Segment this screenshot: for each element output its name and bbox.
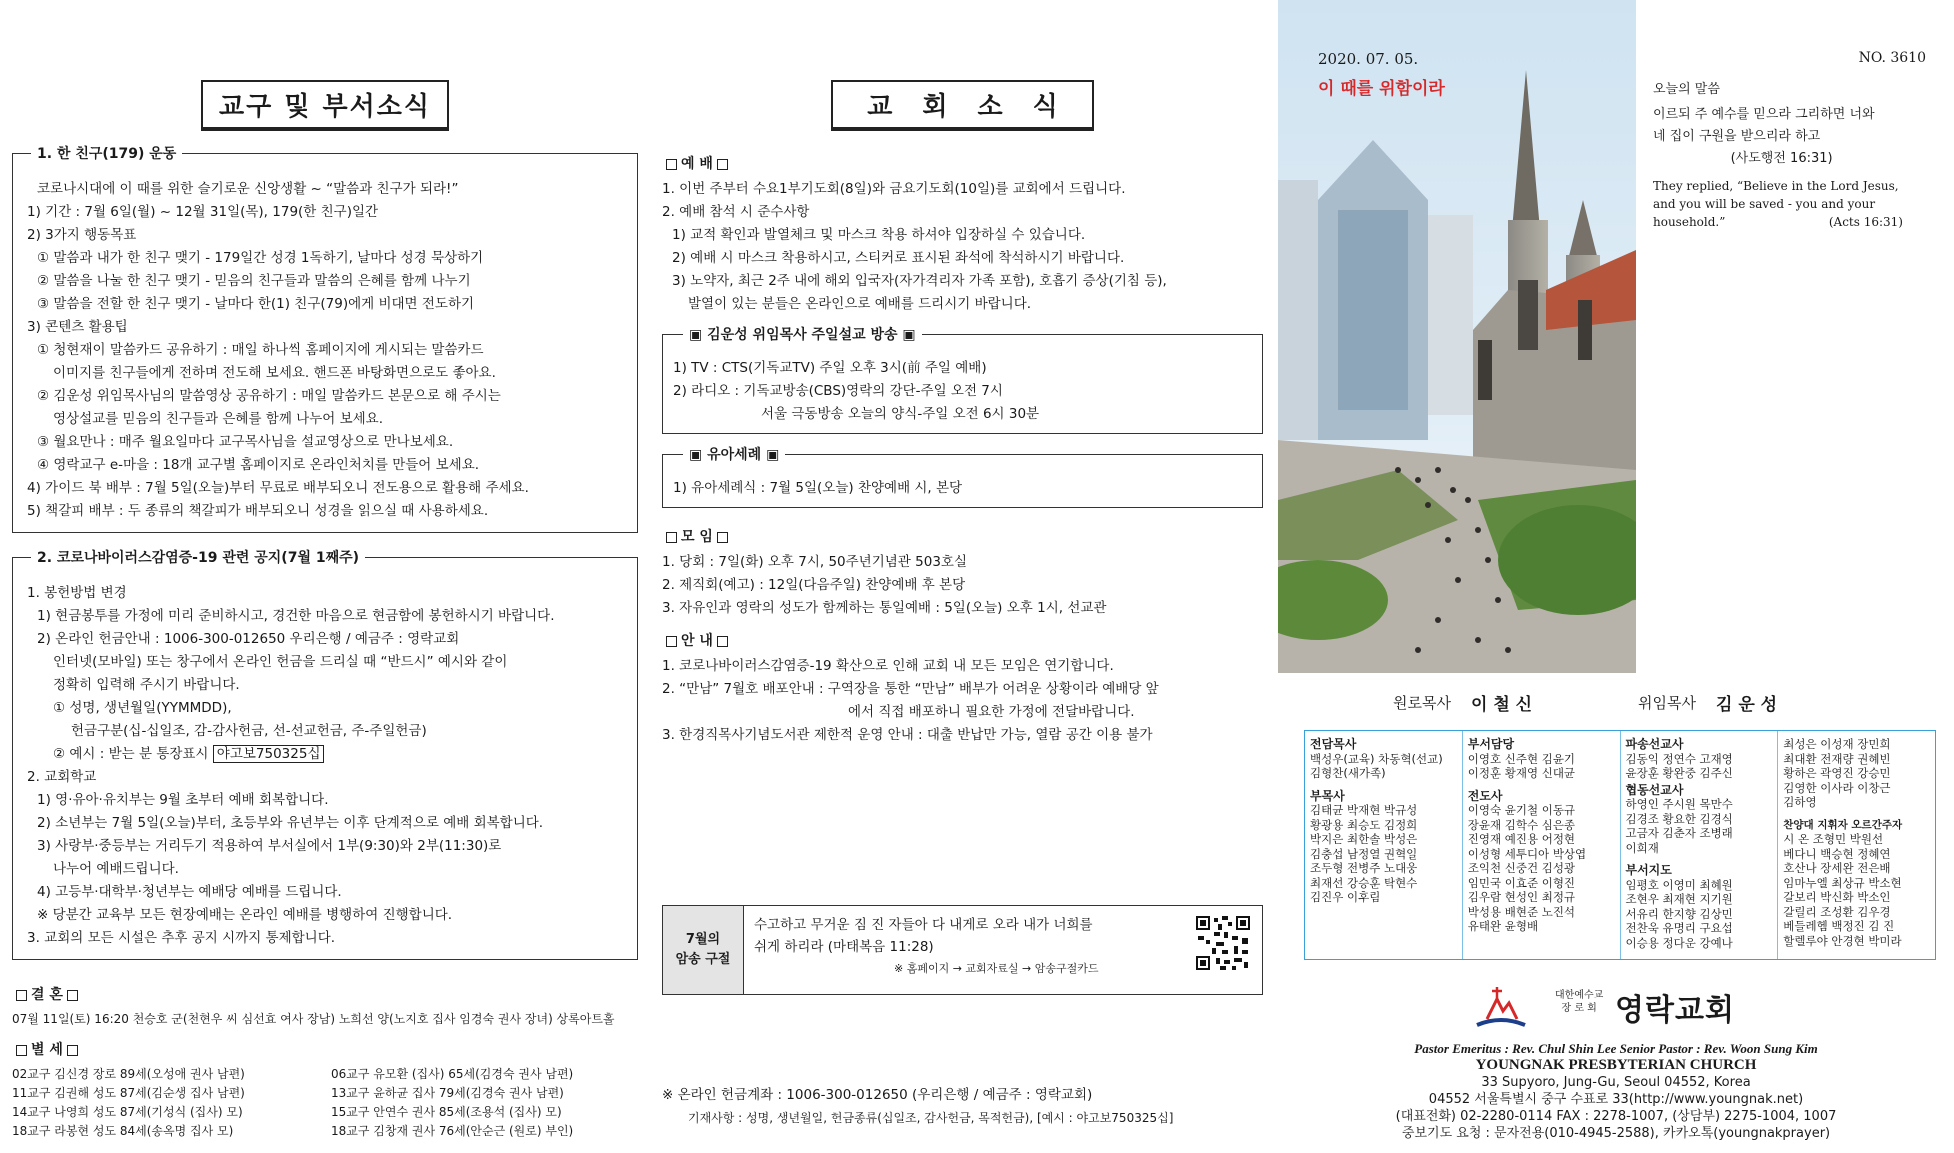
square-icon — [16, 1045, 27, 1056]
verse-label: 오늘의 말씀 — [1653, 82, 1720, 97]
death-entry: 15교구 안연수 권사 85세(조용석 (집사) 모) — [331, 1105, 562, 1119]
box-title: ▣ 유아세례 ▣ — [683, 444, 785, 464]
church-photo — [1278, 0, 1636, 673]
text-line: 2. 예배 참석 시 준수사항 — [662, 204, 810, 220]
text-line: 1) TV : CTS(기독교TV) 주일 오후 3시(前 주일 예배) — [673, 360, 987, 376]
death-entry: 02교구 김신경 장로 89세(오성애 권사 남편) — [12, 1067, 245, 1081]
text-line: ④ 영락교구 e-마을 : 18개 교구별 홈페이지로 온라인처치를 만들어 보세요. — [37, 457, 480, 473]
text-line: 서울 극동방송 오늘의 양식-주일 오전 6시 30분 — [761, 406, 1040, 422]
text-line: ② 김운성 위임목사님의 말씀영상 공유하기 : 매일 말씀카드 본문으로 해 주시는 — [37, 388, 501, 404]
worship-heading: 예 배 — [662, 153, 1263, 173]
deaths-heading: 별 세 — [12, 1039, 638, 1059]
text-line: 3. 자유인과 영락의 성도가 함께하는 통일예배 : 5일(오늘) 오후 1시, 선교관 — [662, 600, 1107, 616]
church-logo — [1473, 985, 1773, 1033]
page-title-church-news: 교회소식 — [662, 80, 1263, 131]
text-line: 2. “만남” 7월호 배포안내 : 구역장을 통한 “만남” 배부가 어려운 상황이라 예배당 앞 — [662, 681, 1159, 697]
denomination-label: 대한예수교 장 로 회 — [1555, 990, 1604, 1014]
offering-account-line: ※ 온라인 헌금계좌 : 1006-300-012650 (우리은행 / 예금주 : 영락교회) — [662, 1087, 1093, 1103]
square-icon — [717, 636, 728, 647]
covid-notice-box — [12, 550, 638, 960]
memory-verse-text: 수고하고 무거운 짐 진 자들아 다 내게로 오라 내가 너희를 쉬게 하리라 (마태복음 11:28) ※ 홈페이지 → 교회자료실 → 암송구절카드 — [744, 906, 1262, 994]
church-logo-icon — [1473, 985, 1529, 1031]
death-entry: 18교구 라봉현 성도 84세(송옥명 집사 모) — [12, 1124, 234, 1138]
death-entry: 06교구 유모환 (집사) 65세(김경숙 권사 남편) — [331, 1067, 574, 1081]
offering-detail-line: 기재사항 : 성명, 생년월일, 헌금종류(십일조, 감사헌금, 목적헌금), [예시 : 야고보750325십] — [688, 1111, 1174, 1125]
text-line: 3. 교회의 모든 시설은 추후 공지 시까지 통제합니다. — [27, 930, 336, 946]
text-line: ② 말씀을 나눌 한 친구 맺기 - 믿음의 친구들과 말씀의 은혜를 함께 나누기 — [37, 273, 471, 289]
text-line: 3) 사랑부·중등부는 거리두기 적용하여 부서실에서 1부(9:30)와 2부(11:30)로 — [37, 838, 502, 854]
offering-notice — [662, 1085, 1263, 1126]
cover-footer — [1278, 1040, 1954, 1142]
text-line: 1. 이번 주부터 수요1부기도회(8일)와 금요기도회(10일)를 교회에서 드립니다. — [662, 181, 1126, 197]
text-line: ③ 말씀을 전할 한 친구 맺기 - 날마다 한(1) 친구(79)에게 비대면 전도하기 — [37, 296, 475, 312]
text-line: 1. 봉헌방법 변경 — [27, 585, 127, 601]
address-english: 33 Supyoro, Jung-Gu, Seoul 04552, Korea — [1481, 1075, 1751, 1090]
notice-heading: 안 내 — [662, 630, 1263, 650]
bulletin-number: NO. 3610 — [1858, 50, 1926, 66]
emeritus-pastor-name: 이 철 신 — [1471, 695, 1533, 715]
bulletin-date: 2020. 07. 05. — [1318, 50, 1419, 68]
pastors-english: Pastor Emeritus : Rev. Chul Shin Lee Senior Pastor : Rev. Woon Sung Kim — [1414, 1041, 1818, 1056]
cover-panel — [1278, 0, 1954, 1153]
memory-verse-path: ※ 홈페이지 → 교회자료실 → 암송구절카드 — [894, 962, 1099, 975]
text-line: 정확히 입력해 주시기 바랍니다. — [53, 677, 240, 693]
text-line: 1. 코로나바이러스감염증-19 확산으로 인해 교회 내 모든 모임은 연기합니다. — [662, 658, 1114, 674]
example-label: ② 예시 : 받는 분 통장표시 — [53, 746, 213, 762]
square-icon — [67, 990, 78, 1001]
text-line: 에서 직접 배포하니 필요한 가정에 전달바랍니다. — [848, 704, 1135, 720]
wedding-line: 07월 11일(토) 16:20 천승호 군(천현우 씨 심선효 여사 장남) 노희선 양(노지호 집사 임경숙 권사 장녀) 상록아트홀 — [12, 1012, 615, 1026]
deaths-list — [12, 1065, 638, 1141]
memory-verse-label: 7월의 암송 구절 — [663, 906, 744, 994]
staff-directory — [1304, 730, 1936, 960]
text-line: 4) 고등부·대학부·청년부는 예배당 예배를 드립니다. — [37, 884, 342, 900]
text-line: 2) 소년부는 7월 5일(오늘)부터, 초등부와 유년부는 이후 단계적으로 예배 회복합니다. — [37, 815, 544, 831]
text-line: ※ 당분간 교육부 모든 현장예배는 온라인 예배를 병행하여 진행합니다. — [37, 907, 453, 923]
memory-verse-box — [662, 905, 1263, 995]
text-line: 3) 콘텐츠 활용팁 — [27, 319, 128, 335]
example-value: 야고보750325십 — [213, 745, 325, 763]
text-line: 2) 온라인 헌금안내 : 1006-300-012650 우리은행 / 예금주 : 영락교회 — [37, 631, 460, 647]
church-name: 영락교회 — [1615, 993, 1735, 1028]
verse-english: They replied, “Believe in the Lord Jesus, and you will be saved - you and your household.” (Acts 16:31) — [1653, 179, 1903, 229]
staff-column: 파송선교사 김동익 정연수 고재영 윤장훈 황완중 김주신 협동선교사 하영인 주시원 목만수 김경조 황요한 김경식 고금자 김춘자 조병래 이희재 부서지도 임평호 이영미 최혜원 조현우 최재현 지기원 서유리 한지향 김상민 전찬욱 유명리 구요섭 이승용 정다운 강예나 — [1621, 731, 1779, 959]
box-title: ▣ 김운성 위임목사 주일설교 방송 ▣ — [683, 324, 922, 344]
staff-column: 전담목사 백성우(교육) 차동혁(선교) 김형찬(새가족) 부목사 김태균 박재현 박규성 황광용 최승도 김정희 박지은 최한솔 박성은 김충섭 남정열 권혁일 조두형 전병주 노대웅 최재선 강승훈 탁현수 김진우 이후림 — [1305, 731, 1463, 959]
verse-korean: 이르되 주 예수를 믿으라 그리하면 너와 네 집이 구원을 받으리라 하고 (사도행전 16:31) — [1653, 107, 1875, 166]
cover-header — [1318, 0, 1948, 673]
text-line: 1) 현금봉투를 가정에 미리 준비하시고, 경건한 마음으로 현금함에 봉헌하시기 바랍니다. — [37, 608, 555, 624]
text-line: ③ 월요만나 : 매주 월요일마다 교구목사님을 설교영상으로 만나보세요. — [37, 434, 454, 450]
one-friend-campaign-box — [12, 146, 638, 533]
box-title: 2. 코로나바이러스감염증-19 관련 공지(7월 1째주) — [31, 547, 365, 567]
text-line: 코로나시대에 이 때를 위한 슬기로운 신앙생활 ~ “말씀과 친구가 되라!” — [37, 181, 459, 197]
bulletin-theme: 이 때를 위함이라 — [1318, 79, 1445, 99]
box-title: 1. 한 친구(179) 운동 — [31, 143, 182, 163]
text-line: 헌금구분(십-십일조, 감-감사헌금, 선-선교헌금, 주-주일헌금) — [71, 723, 427, 739]
qr-code-icon[interactable] — [1194, 914, 1252, 972]
text-line: 1) 교적 확인과 발열체크 및 마스크 착용 하셔야 입장하실 수 있습니다. — [672, 227, 1086, 243]
staff-column: 최성은 이성재 장민희 최대환 전재량 권혜빈 황하은 곽영진 강승민 김영한 이사라 이창근 김하영 찬양대 지휘자 오르간주자 시 온 조형민 박원선 베다니 백승현 정혜연 호산나 장세완 전은배 임마누엘 최상규 박소현 갈보리 박신화 박소인 갈릴리 조성환 김우경 베들레헴 백정진 김 진 할렐루야 안경현 박미라 — [1783, 737, 1903, 948]
text-line: 2) 3가지 행동목표 — [27, 227, 137, 243]
prayer-request-line: 중보기도 요청 : 문자전용(010-4945-2588), 카카오톡(youngnakprayer) — [1401, 1126, 1831, 1141]
text-line: 3. 한경직목사기념도서관 제한적 운영 안내 : 대출 반납만 가능, 열람 공간 이용 불가 — [662, 727, 1153, 743]
infant-baptism-box — [662, 447, 1263, 508]
page-title-department-news: 교구 및 부서소식 — [12, 80, 638, 131]
pastors-line: 원로목사 이 철 신 위임목사 김 운 성 — [1278, 692, 1954, 718]
square-icon — [16, 990, 27, 1001]
text-line: 인터넷(모바일) 또는 창구에서 온라인 헌금을 드리실 때 “반드시” 예시와 같이 — [53, 654, 508, 670]
square-icon — [67, 1045, 78, 1056]
text-line: 5) 책갈피 배부 : 두 종류의 책갈피가 배부되오니 성경을 읽으실 때 사용하세요. — [27, 503, 489, 519]
text-line: 이미지를 친구들에게 전하며 전도해 보세요. 핸드폰 바탕화면으로도 좋아요. — [53, 365, 496, 381]
text-line: 1. 당회 : 7일(화) 오후 7시, 50주년기념관 503호실 — [662, 554, 967, 570]
text-line: 영상설교를 믿음의 친구들과 은혜를 함께 나누어 보세요. — [53, 411, 383, 427]
left-panel — [0, 0, 650, 1153]
text-line: 1) 기간 : 7월 6일(월) ~ 12월 31일(목), 179(한 친구)일간 — [27, 204, 379, 220]
text-line: ① 성명, 생년월일(YYMMDD), — [53, 700, 232, 716]
death-entry: 18교구 김창재 권사 76세(안순근 (원로) 부인) — [331, 1124, 574, 1138]
senior-pastor-name: 김 운 성 — [1716, 695, 1778, 715]
meetings-heading: 모 임 — [662, 526, 1263, 546]
staff-column: 부서담당 이영호 신주현 김윤기 이정훈 황재영 신대균 전도사 이영숙 윤기철 이동규 장윤재 김학수 심은종 진영재 예진용 어정현 이성형 세투디아 박상엽 조익천 신중건 김성광 임민국 이효준 이형진 김우람 현성인 최정규 박성용 배현준 노진석 유태완 윤형배 — [1463, 731, 1621, 959]
square-icon — [666, 532, 677, 543]
broadcast-box — [662, 327, 1263, 434]
death-entry: 11교구 김권해 성도 87세(김순생 집사 남편) — [12, 1086, 245, 1100]
text-line: 4) 가이드 북 배부 : 7월 5일(오늘)부터 무료로 배부되오니 전도용으로 활용해 주세요. — [27, 480, 529, 496]
text-line: 1) 유아세례식 : 7월 5일(오늘) 찬양예배 시, 본당 — [673, 480, 963, 496]
church-english-name: YOUNGNAK PRESBYTERIAN CHURCH — [1475, 1057, 1757, 1073]
square-icon — [666, 636, 677, 647]
square-icon — [666, 159, 677, 170]
text-line: 발열이 있는 분들은 온라인으로 예배를 드리시기 바랍니다. — [688, 296, 1032, 312]
text-line: 2. 제직회(예고) : 12일(다음주일) 찬양예배 후 본당 — [662, 577, 966, 593]
death-entry: 14교구 나영희 성도 87세(기성식 (집사) 모) — [12, 1105, 243, 1119]
text-line: 2) 라디오 : 기독교방송(CBS)영락의 강단-주일 오전 7시 — [673, 383, 1003, 399]
text-line — [27, 744, 627, 764]
text-line: 나누어 예배드립니다. — [53, 861, 179, 877]
wedding-heading: 결 혼 — [12, 984, 638, 1004]
address-korean: 04552 서울특별시 중구 수표로 33(http://www.youngnak.net) — [1428, 1092, 1804, 1107]
square-icon — [717, 159, 728, 170]
text-line: 2. 교회학교 — [27, 769, 97, 785]
text-line: ① 말씀과 내가 한 친구 맺기 - 179일간 성경 1독하기, 날마다 성경 묵상하기 — [37, 250, 484, 266]
text-line: ① 청현재이 말씀카드 공유하기 : 매일 하나씩 홈페이지에 게시되는 말씀카드 — [37, 342, 484, 358]
text-line: 3) 노약자, 최근 2주 내에 해외 입국자(자가격리자 가족 포함), 호흡기 증상(기침 등), — [672, 273, 1167, 289]
phone-line: (대표전화) 02-2280-0114 FAX : 2278-1007, (상담부) 2275-1004, 1007 — [1395, 1109, 1837, 1124]
text-line: 2) 예배 시 마스크 착용하시고, 스티커로 표시된 좌석에 착석하시기 바랍니다. — [672, 250, 1125, 266]
square-icon — [717, 532, 728, 543]
death-entry: 13교구 윤하균 집사 79세(김경숙 권사 남편) — [331, 1086, 564, 1100]
text-line: 1) 영·유아·유치부는 9월 초부터 예배 회복합니다. — [37, 792, 329, 808]
middle-panel — [650, 0, 1275, 1153]
